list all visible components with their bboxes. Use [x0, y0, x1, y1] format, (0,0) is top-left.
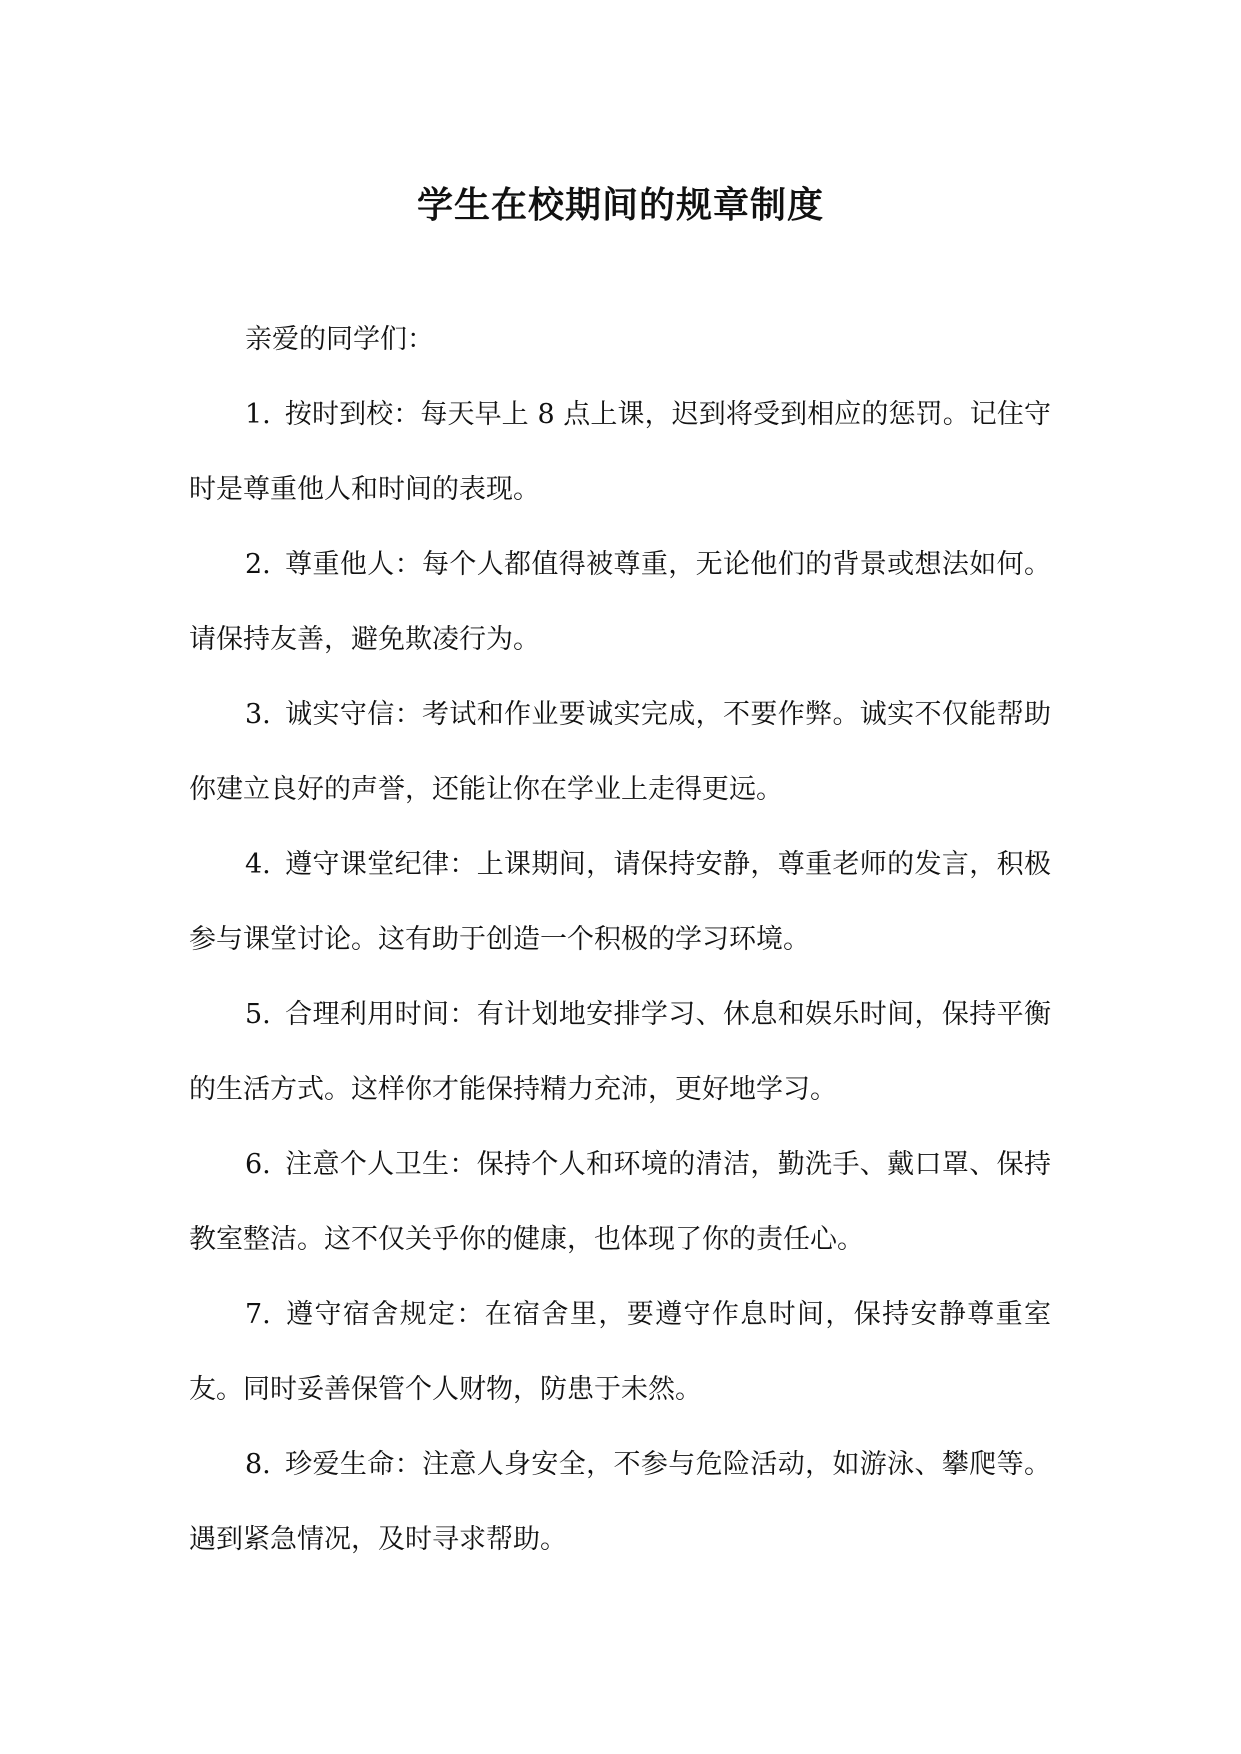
document-title: 学生在校期间的规章制度 — [416, 185, 824, 226]
rule-text: 诚实守信：考试和作业要诚实完成，不要作弊。诚实不仅能帮助你建立良好的声誉，还能让你在学业上走得更远。 — [189, 699, 1051, 805]
rule-item — [189, 1277, 1051, 1427]
rule-text: 尊重他人：每个人都值得被尊重，无论他们的背景或想法如何。请保持友善，避免欺凌行为。 — [189, 549, 1051, 655]
rule-text: 遵守课堂纪律：上课期间，请保持安静，尊重老师的发言，积极参与课堂讨论。这有助于创造一个积极的学习环境。 — [189, 849, 1051, 955]
rule-number: 5. — [245, 999, 271, 1030]
rule-number: 7. — [245, 1299, 271, 1330]
rule-text: 珍爱生命：注意人身安全，不参与危险活动，如游泳、攀爬等。遇到紧急情况，及时寻求帮助。 — [189, 1449, 1051, 1555]
rule-text: 遵守宿舍规定：在宿舍里，要遵守作息时间，保持安静尊重室友。同时妥善保管个人财物，防患于未然。 — [189, 1299, 1051, 1405]
rule-text: 按时到校：每天早上 8 点上课，迟到将受到相应的惩罚。记住守时是尊重他人和时间的表现。 — [189, 399, 1051, 505]
rule-number: 1. — [245, 399, 271, 430]
rule-item — [189, 527, 1051, 677]
rule-item — [189, 1127, 1051, 1277]
rule-number: 2. — [245, 549, 271, 580]
rule-item — [189, 677, 1051, 827]
rule-number: 4. — [245, 849, 271, 880]
rule-text: 注意个人卫生：保持个人和环境的清洁，勤洗手、戴口罩、保持教室整洁。这不仅关乎你的健康，也体现了你的责任心。 — [189, 1149, 1051, 1255]
rule-number: 8. — [245, 1449, 271, 1480]
rule-number: 3. — [245, 699, 271, 730]
greeting: 亲爱的同学们： — [245, 324, 434, 355]
rule-item — [189, 377, 1051, 527]
rule-item — [189, 1427, 1051, 1577]
rule-text: 合理利用时间：有计划地安排学习、休息和娱乐时间，保持平衡的生活方式。这样你才能保持精力充沛，更好地学习。 — [189, 999, 1051, 1105]
document-body — [189, 302, 1051, 1577]
rule-item — [189, 977, 1051, 1127]
rule-number: 6. — [245, 1149, 271, 1180]
rule-item — [189, 827, 1051, 977]
